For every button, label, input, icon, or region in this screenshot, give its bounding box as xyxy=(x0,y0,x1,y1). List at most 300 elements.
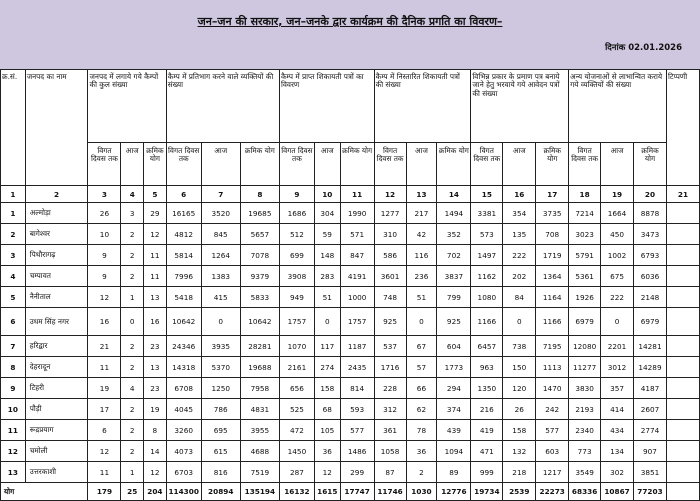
table-cell: 310 xyxy=(374,224,406,245)
table-cell: 675 xyxy=(601,266,634,287)
sub-header-cell: विगत दिवस तक xyxy=(279,143,314,186)
table-cell: 14281 xyxy=(634,336,667,357)
table-cell: 1217 xyxy=(536,462,569,483)
remarks-cell xyxy=(666,483,699,501)
row-district-name: हरिद्वार xyxy=(25,336,88,357)
index-cell: 21 xyxy=(666,186,699,203)
sub-header-cell: क्रमिक योग xyxy=(536,143,569,186)
table-cell: 1383 xyxy=(201,266,240,287)
table-body xyxy=(1,186,700,501)
remarks-cell xyxy=(666,420,699,441)
table-cell: 2 xyxy=(121,266,144,287)
table-cell: 1686 xyxy=(279,203,314,224)
table-cell: 773 xyxy=(569,441,601,462)
table-cell: 577 xyxy=(536,420,569,441)
table-cell: 434 xyxy=(601,420,634,441)
table-cell: 5814 xyxy=(166,245,201,266)
table-cell: 0 xyxy=(121,308,144,336)
remarks-cell xyxy=(666,441,699,462)
row-sno: 11 xyxy=(1,420,26,441)
table-cell: 3735 xyxy=(536,203,569,224)
total-cell: 2539 xyxy=(503,483,536,501)
table-cell: 13 xyxy=(144,357,167,378)
table-cell: 3830 xyxy=(569,378,601,399)
remarks-cell xyxy=(666,245,699,266)
table-cell: 12 xyxy=(314,462,340,483)
progress-table xyxy=(0,69,700,501)
total-cell: 204 xyxy=(144,483,167,501)
table-cell: 7195 xyxy=(536,336,569,357)
table-cell: 3935 xyxy=(201,336,240,357)
total-cell: 77203 xyxy=(634,483,667,501)
table-cell: 11 xyxy=(88,357,121,378)
table-cell: 3851 xyxy=(634,462,667,483)
index-cell: 20 xyxy=(634,186,667,203)
table-cell: 604 xyxy=(437,336,471,357)
table-row xyxy=(1,245,700,266)
table-cell: 615 xyxy=(201,441,240,462)
table-cell: 2 xyxy=(406,462,437,483)
table-cell: 19688 xyxy=(240,357,279,378)
row-sno: 8 xyxy=(1,357,26,378)
table-cell: 6457 xyxy=(471,336,503,357)
table-cell: 158 xyxy=(503,420,536,441)
remarks-cell xyxy=(666,399,699,420)
total-cell: 114300 xyxy=(166,483,201,501)
table-cell: 16 xyxy=(144,308,167,336)
table-row xyxy=(1,203,700,224)
table-cell: 357 xyxy=(601,378,634,399)
table-row xyxy=(1,287,700,308)
table-cell: 1250 xyxy=(201,378,240,399)
table-row xyxy=(1,399,700,420)
table-cell: 36 xyxy=(314,441,340,462)
table-cell: 4073 xyxy=(166,441,201,462)
table-cell: 9 xyxy=(88,245,121,266)
table-cell: 16165 xyxy=(166,203,201,224)
sub-header-cell: आज xyxy=(121,143,144,186)
sub-header-cell: आज xyxy=(406,143,437,186)
table-cell: 925 xyxy=(437,308,471,336)
table-cell: 847 xyxy=(340,245,374,266)
table-cell: 216 xyxy=(471,399,503,420)
table-cell: 2 xyxy=(121,336,144,357)
table-cell: 1162 xyxy=(471,266,503,287)
table-cell: 3260 xyxy=(166,420,201,441)
row-district-name: उत्तरकाशी xyxy=(25,462,88,483)
table-row xyxy=(1,378,700,399)
table-cell: 228 xyxy=(374,378,406,399)
table-cell: 29 xyxy=(144,203,167,224)
table-cell: 6036 xyxy=(634,266,667,287)
table-cell: 59 xyxy=(314,224,340,245)
col-header-participants: कैम्प में प्रतिभाग करने वाले व्यक्तियों की संख्या xyxy=(166,70,279,143)
table-cell: 537 xyxy=(374,336,406,357)
table-cell: 66 xyxy=(406,378,437,399)
table-cell: 222 xyxy=(601,287,634,308)
table-cell: 3601 xyxy=(374,266,406,287)
index-cell: 12 xyxy=(374,186,406,203)
table-cell: 1000 xyxy=(340,287,374,308)
sub-header-cell: क्रमिक योग xyxy=(240,143,279,186)
total-cell: 1615 xyxy=(314,483,340,501)
table-cell: 374 xyxy=(437,399,471,420)
table-cell: 7214 xyxy=(569,203,601,224)
total-cell: 135194 xyxy=(240,483,279,501)
table-cell: 1450 xyxy=(279,441,314,462)
total-cell: 17747 xyxy=(340,483,374,501)
table-cell: 1166 xyxy=(471,308,503,336)
table-cell: 218 xyxy=(503,462,536,483)
table-cell: 7078 xyxy=(240,245,279,266)
table-cell: 105 xyxy=(314,420,340,441)
sub-header-cell: क्रमिक योग xyxy=(144,143,167,186)
index-cell: 6 xyxy=(166,186,201,203)
table-cell: 1002 xyxy=(601,245,634,266)
table-cell: 2148 xyxy=(634,287,667,308)
total-cell: 12776 xyxy=(437,483,471,501)
row-district-name: रूद्रप्रयाग xyxy=(25,420,88,441)
table-cell: 312 xyxy=(374,399,406,420)
sub-header-cell: विगत दिवस तक xyxy=(166,143,201,186)
table-cell: 7958 xyxy=(240,378,279,399)
table-cell: 1486 xyxy=(340,441,374,462)
col-header-sno: क्र.सं. xyxy=(1,70,26,186)
col-header-certificates: विभिन्न प्रकार के प्रमाण पत्र बनाये जाने हेतु भरवाये गये आवेदन पत्रों की संख्या xyxy=(471,70,569,143)
row-district-name: उधम सिंह नगर xyxy=(25,308,88,336)
table-cell: 202 xyxy=(503,266,536,287)
remarks-cell xyxy=(666,203,699,224)
table-cell: 8878 xyxy=(634,203,667,224)
table-cell: 11 xyxy=(144,266,167,287)
table-cell: 12 xyxy=(88,441,121,462)
table-cell: 11 xyxy=(88,462,121,483)
table-cell: 5657 xyxy=(240,224,279,245)
table-cell: 6708 xyxy=(166,378,201,399)
col-header-complaints: कैम्प में प्राप्त शिकायती पत्रों का विवरण xyxy=(279,70,374,143)
header-row-sub xyxy=(1,143,700,186)
table-row xyxy=(1,357,700,378)
table-cell: 12 xyxy=(144,224,167,245)
table-cell: 158 xyxy=(314,378,340,399)
index-cell: 19 xyxy=(601,186,634,203)
row-sno: 4 xyxy=(1,266,26,287)
table-cell: 695 xyxy=(201,420,240,441)
table-cell: 132 xyxy=(503,441,536,462)
table-cell: 135 xyxy=(503,224,536,245)
table-cell: 1926 xyxy=(569,287,601,308)
header-band xyxy=(0,0,700,69)
table-cell: 1719 xyxy=(536,245,569,266)
header-row-main xyxy=(1,70,700,143)
table-cell: 748 xyxy=(374,287,406,308)
table-cell: 963 xyxy=(471,357,503,378)
table-cell: 12 xyxy=(144,462,167,483)
table-cell: 4812 xyxy=(166,224,201,245)
table-cell: 6979 xyxy=(634,308,667,336)
table-cell: 134 xyxy=(601,441,634,462)
table-cell: 283 xyxy=(314,266,340,287)
table-cell: 5370 xyxy=(201,357,240,378)
table-row xyxy=(1,308,700,336)
table-cell: 2 xyxy=(121,357,144,378)
table-cell: 12 xyxy=(88,287,121,308)
row-sno: 10 xyxy=(1,399,26,420)
index-cell: 5 xyxy=(144,186,167,203)
sub-header-cell: आज xyxy=(201,143,240,186)
table-cell: 2161 xyxy=(279,357,314,378)
table-cell: 13 xyxy=(144,287,167,308)
total-label: योग xyxy=(1,483,88,501)
table-cell: 816 xyxy=(201,462,240,483)
table-cell: 573 xyxy=(471,224,503,245)
sub-header-cell: विगत दिवस तक xyxy=(471,143,503,186)
row-district-name: बागेश्वर xyxy=(25,224,88,245)
table-cell: 51 xyxy=(314,287,340,308)
table-cell: 3837 xyxy=(437,266,471,287)
table-cell: 12080 xyxy=(569,336,601,357)
table-cell: 786 xyxy=(201,399,240,420)
table-cell: 10642 xyxy=(240,308,279,336)
row-district-name: पिथौरागढ़ xyxy=(25,245,88,266)
table-cell: 1070 xyxy=(279,336,314,357)
index-cell: 10 xyxy=(314,186,340,203)
row-district-name: नैनीताल xyxy=(25,287,88,308)
table-cell: 907 xyxy=(634,441,667,462)
sub-header-cell: क्रमिक योग xyxy=(340,143,374,186)
table-cell: 699 xyxy=(279,245,314,266)
table-cell: 42 xyxy=(406,224,437,245)
table-cell: 2435 xyxy=(340,357,374,378)
table-cell: 4191 xyxy=(340,266,374,287)
table-cell: 117 xyxy=(314,336,340,357)
table-cell: 4688 xyxy=(240,441,279,462)
table-cell: 67 xyxy=(406,336,437,357)
index-cell: 16 xyxy=(503,186,536,203)
table-cell: 62 xyxy=(406,399,437,420)
total-cell: 25 xyxy=(121,483,144,501)
index-cell: 3 xyxy=(88,186,121,203)
index-cell: 8 xyxy=(240,186,279,203)
sub-header-cell: विगत दिवस तक xyxy=(569,143,601,186)
table-cell: 6 xyxy=(88,420,121,441)
table-row xyxy=(1,441,700,462)
table-cell: 116 xyxy=(406,245,437,266)
table-cell: 1113 xyxy=(536,357,569,378)
table-cell: 6979 xyxy=(569,308,601,336)
table-cell: 274 xyxy=(314,357,340,378)
sub-header-cell: आज xyxy=(601,143,634,186)
table-cell: 1350 xyxy=(471,378,503,399)
row-sno: 3 xyxy=(1,245,26,266)
table-row xyxy=(1,336,700,357)
row-district-name: पौड़ी xyxy=(25,399,88,420)
table-cell: 287 xyxy=(279,462,314,483)
sub-header-cell: क्रमिक योग xyxy=(634,143,667,186)
table-cell: 1990 xyxy=(340,203,374,224)
table-cell: 702 xyxy=(437,245,471,266)
remarks-cell xyxy=(666,266,699,287)
table-cell: 23 xyxy=(144,336,167,357)
table-cell: 656 xyxy=(279,378,314,399)
table-cell: 999 xyxy=(471,462,503,483)
table-cell: 36 xyxy=(406,441,437,462)
table-cell: 1757 xyxy=(340,308,374,336)
table-cell: 14318 xyxy=(166,357,201,378)
table-cell: 2774 xyxy=(634,420,667,441)
table-cell: 148 xyxy=(314,245,340,266)
total-cell: 179 xyxy=(88,483,121,501)
table-cell: 5418 xyxy=(166,287,201,308)
table-cell: 471 xyxy=(471,441,503,462)
total-cell: 20894 xyxy=(201,483,240,501)
remarks-cell xyxy=(666,336,699,357)
table-cell: 23 xyxy=(144,378,167,399)
table-cell: 525 xyxy=(279,399,314,420)
report-date: दिनांक 02.01.2026 xyxy=(605,43,682,53)
table-cell: 845 xyxy=(201,224,240,245)
table-cell: 294 xyxy=(437,378,471,399)
table-cell: 2 xyxy=(121,224,144,245)
sub-header-cell: विगत दिवस तक xyxy=(374,143,406,186)
table-cell: 2340 xyxy=(569,420,601,441)
table-row xyxy=(1,224,700,245)
table-cell: 814 xyxy=(340,378,374,399)
table-cell: 19 xyxy=(144,399,167,420)
table-cell: 9 xyxy=(88,266,121,287)
table-cell: 11 xyxy=(144,245,167,266)
index-cell: 15 xyxy=(471,186,503,203)
table-cell: 1497 xyxy=(471,245,503,266)
table-cell: 14 xyxy=(144,441,167,462)
table-cell: 1080 xyxy=(471,287,503,308)
table-cell: 9379 xyxy=(240,266,279,287)
table-cell: 87 xyxy=(374,462,406,483)
table-cell: 28281 xyxy=(240,336,279,357)
total-cell: 10867 xyxy=(601,483,634,501)
index-cell: 2 xyxy=(25,186,88,203)
row-district-name: अल्मोड़ा xyxy=(25,203,88,224)
table-cell: 8 xyxy=(144,420,167,441)
index-cell: 1 xyxy=(1,186,26,203)
table-cell: 11277 xyxy=(569,357,601,378)
table-cell: 51 xyxy=(406,287,437,308)
total-cell: 1030 xyxy=(406,483,437,501)
table-cell: 1187 xyxy=(340,336,374,357)
table-cell: 4187 xyxy=(634,378,667,399)
col-header-camps: जनपद में लगाये गये कैम्पों की कुल संख्या xyxy=(88,70,166,143)
row-district-name: चम्पावत xyxy=(25,266,88,287)
table-cell: 512 xyxy=(279,224,314,245)
table-cell: 0 xyxy=(601,308,634,336)
table-cell: 78 xyxy=(406,420,437,441)
table-cell: 738 xyxy=(503,336,536,357)
table-cell: 0 xyxy=(406,308,437,336)
table-cell: 3908 xyxy=(279,266,314,287)
row-sno: 9 xyxy=(1,378,26,399)
table-cell: 302 xyxy=(601,462,634,483)
col-header-resolved: कैम्प में निस्तारित शिकायती पत्रों की संख्या xyxy=(374,70,471,143)
row-sno: 12 xyxy=(1,441,26,462)
table-cell: 2 xyxy=(121,441,144,462)
table-cell: 299 xyxy=(340,462,374,483)
sub-header-cell: क्रमिक योग xyxy=(437,143,471,186)
table-cell: 7519 xyxy=(240,462,279,483)
row-district-name: चमोली xyxy=(25,441,88,462)
table-cell: 3520 xyxy=(201,203,240,224)
table-cell: 2193 xyxy=(569,399,601,420)
table-row xyxy=(1,462,700,483)
sub-header-cell: आज xyxy=(503,143,536,186)
table-cell: 2607 xyxy=(634,399,667,420)
table-cell: 17 xyxy=(88,399,121,420)
sub-header-cell: विगत दिवस तक xyxy=(88,143,121,186)
table-cell: 57 xyxy=(406,357,437,378)
table-cell: 4 xyxy=(121,378,144,399)
row-sno: 6 xyxy=(1,308,26,336)
row-sno: 7 xyxy=(1,336,26,357)
table-cell: 586 xyxy=(374,245,406,266)
table-cell: 593 xyxy=(340,399,374,420)
table-cell: 1470 xyxy=(536,378,569,399)
table-cell: 1164 xyxy=(536,287,569,308)
table-cell: 6703 xyxy=(166,462,201,483)
total-cell: 68336 xyxy=(569,483,601,501)
table-cell: 304 xyxy=(314,203,340,224)
remarks-cell xyxy=(666,224,699,245)
table-cell: 26 xyxy=(88,203,121,224)
row-district-name: टिहरी xyxy=(25,378,88,399)
table-cell: 222 xyxy=(503,245,536,266)
index-cell: 17 xyxy=(536,186,569,203)
table-cell: 120 xyxy=(503,378,536,399)
table-cell: 14289 xyxy=(634,357,667,378)
table-cell: 1 xyxy=(121,287,144,308)
table-cell: 89 xyxy=(437,462,471,483)
table-cell: 414 xyxy=(601,399,634,420)
table-cell: 19 xyxy=(88,378,121,399)
table-cell: 1716 xyxy=(374,357,406,378)
table-cell: 0 xyxy=(201,308,240,336)
table-cell: 3473 xyxy=(634,224,667,245)
table-cell: 577 xyxy=(340,420,374,441)
table-cell: 3955 xyxy=(240,420,279,441)
table-cell: 24346 xyxy=(166,336,201,357)
table-cell: 2 xyxy=(121,420,144,441)
table-cell: 242 xyxy=(536,399,569,420)
row-sno: 13 xyxy=(1,462,26,483)
table-cell: 2201 xyxy=(601,336,634,357)
total-cell: 11746 xyxy=(374,483,406,501)
table-cell: 472 xyxy=(279,420,314,441)
table-row xyxy=(1,420,700,441)
table-cell: 3023 xyxy=(569,224,601,245)
table-cell: 19685 xyxy=(240,203,279,224)
row-sno: 1 xyxy=(1,203,26,224)
table-cell: 0 xyxy=(314,308,340,336)
table-cell: 4831 xyxy=(240,399,279,420)
table-cell: 5791 xyxy=(569,245,601,266)
table-cell: 1094 xyxy=(437,441,471,462)
remarks-cell xyxy=(666,287,699,308)
table-cell: 352 xyxy=(437,224,471,245)
table-cell: 708 xyxy=(536,224,569,245)
row-district-name: देहरादून xyxy=(25,357,88,378)
index-cell: 14 xyxy=(437,186,471,203)
table-cell: 26 xyxy=(503,399,536,420)
table-cell: 1494 xyxy=(437,203,471,224)
table-cell: 439 xyxy=(437,420,471,441)
